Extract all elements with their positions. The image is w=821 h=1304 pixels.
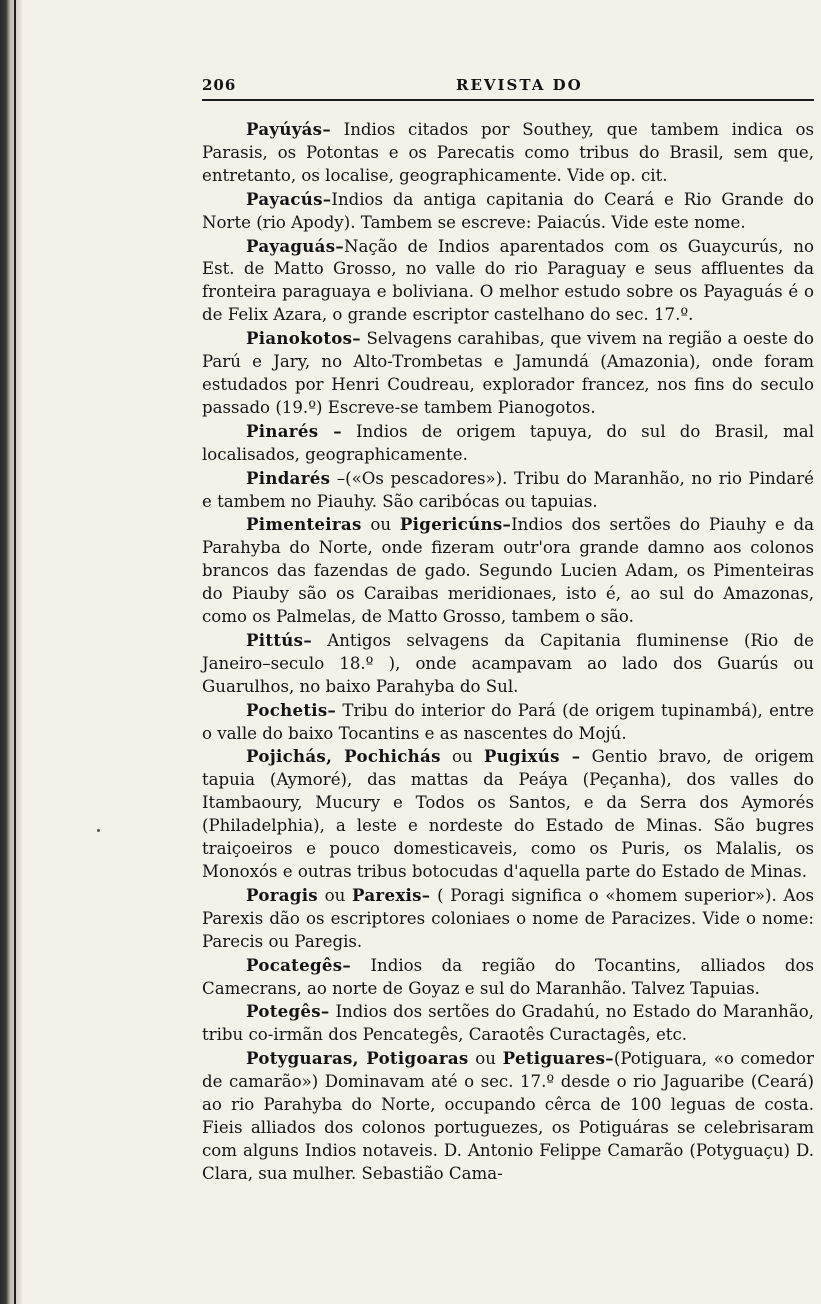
- entry-text: Antigos selvagens da Capitania fluminense (Rio de Janeiro–seculo 18.º ), onde acampavam ao lado dos Guarús ou Guarulhos, no baixo Parahyba do Sul.: [202, 630, 814, 696]
- entry: [202, 884, 814, 954]
- entry-term: Pinarés –: [246, 420, 342, 441]
- entry: [202, 954, 814, 1001]
- entry-text: Indios dos sertões do Gradahú, no Estado do Maranhão, tribu co-irmãn dos Pencategês, Caraotês Curactagês, etc.: [202, 1002, 814, 1045]
- entry: [202, 327, 814, 420]
- entry: [202, 235, 814, 328]
- entry-text: ou: [317, 885, 353, 905]
- entry-term-alt: Petiguares–: [502, 1048, 614, 1069]
- entry-text: –(«Os pescadores»). Tribu do Maranhão, no rio Pindaré e tambem no Piauhy. São caribócas ou tapuias.: [202, 468, 814, 511]
- entry-text: ou: [468, 1049, 503, 1069]
- entry-text: Indios da região do Tocantins, alliados dos Camecrans, ao norte de Goyaz e sul do Maranhão. Talvez Tapuias.: [202, 955, 814, 998]
- entry-text: Tribu do interior do Pará (de origem tupinambá), entre o valle do baixo Tocantins e as nascentes do Mojú.: [202, 700, 814, 743]
- entry: [202, 1000, 814, 1047]
- entry-term-alt: Parexis–: [352, 884, 431, 905]
- entry: [202, 467, 814, 514]
- page-number: 206: [202, 76, 237, 94]
- page-header: [202, 76, 814, 98]
- header-rule: [202, 99, 814, 101]
- entry-text: ( Poragi significa o «homem superior»). Aos Parexis dão os escriptores coloniaes o nome de Paracizes. Vide o nome: Parecis ou Paregis.: [202, 885, 814, 951]
- entry-term-alt: Pigericúns–: [399, 514, 512, 535]
- entry-text: ou: [361, 515, 400, 535]
- entry-term: Pocategês–: [246, 954, 351, 975]
- entry-text: ou: [440, 747, 484, 767]
- paper-speck: [97, 829, 100, 832]
- running-title: REVISTA DO: [456, 76, 583, 94]
- entry-text: Indios de origem tapuya, do sul do Brasil, mal localisados, geographicamente.: [202, 421, 815, 464]
- entry-term: Pojichás, Pochichás: [246, 746, 441, 767]
- entry-term: Pochetis–: [246, 699, 337, 720]
- entry-text: Indios dos sertões do Piauhy e da Parahyba do Norte, onde fizeram outr'ora grande damno aos colonos brancos das fazendas de gado. Segundo Lucien Adam, os Pimenteiras do Piauby são os Caraibas meridionaes, isto é, ao sul do Amazonas, como os Palmelas, de Matto Grosso, tambem o são.: [202, 515, 814, 627]
- binding-line: [14, 0, 16, 1304]
- entry: [202, 699, 814, 746]
- entry-term: Payúyás–: [246, 119, 331, 139]
- entry-term-alt: Pugixús –: [483, 746, 581, 767]
- entry-term: Pindarés: [246, 467, 331, 488]
- entry-term: Potyguaras, Potigoaras: [246, 1048, 469, 1069]
- entry-text: Selvagens carahibas, que vivem na região a oeste do Parú e Jary, no Alto-Trombetas e Jamundá (Amazonia), onde foram estudados por Henri Coudreau, explorador francez, nos fins do seculo passado (19.º) Escreve-se tambem Pianogotos.: [202, 329, 814, 417]
- entry-term: Poragis: [246, 884, 318, 905]
- entry-text: Indios da antiga capitania do Ceará e Rio Grande do Norte (rio Apody). Tambem se escreve: Paiacús. Vide este nome.: [202, 189, 814, 232]
- entry-text: Gentio bravo, de origem tapuia (Aymoré), das mattas da Peáya (Peçanha), dos valles do Itambaoury, Mucury e Todos os Santos, e da Serra dos Aymorés (Philadelphia), a leste e nordeste do Estado de Minas. São bugres traiçoeiros e pouco domesticaveis, como os Puris, os Malalis, os Monoxós e outras tribus botocudas d'aquella parte do Estado de Minas.: [202, 747, 815, 881]
- entry: [202, 629, 814, 699]
- entry: [202, 118, 814, 188]
- entry-term: Pittús–: [246, 629, 312, 650]
- entry-text: Nação de Indios aparentados com os Guaycurús, no Est. de Matto Grosso, no valle do rio Paraguay e seus affluentes da fronteira paraguaya e boliviana. O melhor estudo sobre os Payaguás é o de Felix Azara, o grande escriptor castelhano do sec. 17.º.: [202, 236, 814, 325]
- book-spine-shadow: [0, 0, 22, 1304]
- entry-text: Indios citados por Southey, que tambem indica os Parasis, os Potontas e os Parecatis como tribus do Brasil, sem que, entretanto, os localise, geographicamente. Vide op. cit.: [202, 120, 814, 185]
- entry-term: Payaguás–: [246, 235, 344, 256]
- entry-term: Pimenteiras: [246, 514, 362, 535]
- entry: [202, 1047, 814, 1185]
- entry-term: Potegês–: [246, 1001, 330, 1022]
- entry-text: (Potiguara, «o comedor de camarão») Dominavam até o sec. 17.º desde o rio Jaguaribe (Ceará) ao rio Parahyba do Norte, occupando cêrca de 100 leguas de costa. Fieis alliados dos colonos portuguezes, os Potiguáras se celebrisaram com alguns Indios notaveis. D. Antonio Felippe Camarão (Potyguaçu) D. Clara, sua mulher. Sebastião Cama-: [202, 1049, 814, 1183]
- entry: [202, 513, 814, 629]
- entry: [202, 188, 814, 235]
- entry-term: Payacús–: [246, 188, 332, 209]
- entry: [202, 745, 814, 883]
- entry-term: Pianokotos–: [246, 328, 361, 349]
- dictionary-entries: [202, 118, 814, 1186]
- entry: [202, 420, 814, 467]
